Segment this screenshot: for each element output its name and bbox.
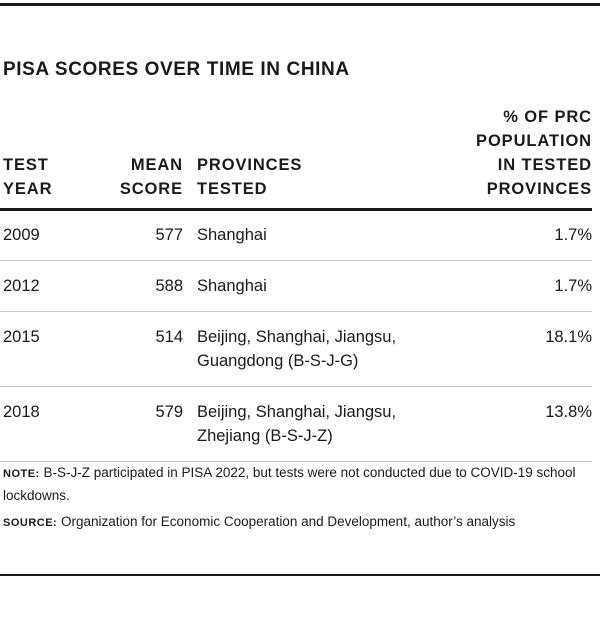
header-test-year: TEST YEAR bbox=[0, 105, 101, 210]
header-mean-score: MEAN SCORE bbox=[101, 105, 197, 210]
source-label: SOURCE: bbox=[3, 517, 58, 529]
cell-year: 2015 bbox=[0, 312, 101, 387]
table-row bbox=[0, 210, 592, 261]
table-header bbox=[0, 105, 592, 210]
cell-score: 577 bbox=[101, 210, 197, 261]
cell-provinces: Shanghai bbox=[197, 261, 472, 312]
note-text: B-S-J-Z participated in PISA 2022, but tests were not conducted due to COVID-19 school lockdowns. bbox=[3, 465, 576, 503]
cell-score: 588 bbox=[101, 261, 197, 312]
table-title: PISA SCORES OVER TIME IN CHINA bbox=[3, 59, 350, 80]
table-row bbox=[0, 261, 592, 312]
pisa-scores-table bbox=[0, 105, 592, 462]
cell-score: 579 bbox=[101, 387, 197, 462]
table-row bbox=[0, 387, 592, 462]
source-paragraph bbox=[3, 511, 588, 534]
header-row bbox=[0, 105, 592, 210]
note-label: NOTE: bbox=[3, 468, 40, 480]
cell-provinces: Shanghai bbox=[197, 210, 472, 261]
header-population-percent: % OF PRC POPULATION IN TESTED PROVINCES bbox=[472, 105, 592, 210]
cell-provinces: Beijing, Shanghai, Jiangsu, Guangdong (B-S-J-G) bbox=[197, 312, 472, 387]
cell-percent: 1.7% bbox=[472, 261, 592, 312]
bottom-rule bbox=[0, 574, 600, 576]
footnotes bbox=[3, 462, 588, 539]
header-provinces-tested: PROVINCES TESTED bbox=[197, 105, 472, 210]
cell-score: 514 bbox=[101, 312, 197, 387]
table-body bbox=[0, 210, 592, 462]
source-text: Organization for Economic Cooperation and Development, author’s analysis bbox=[61, 514, 516, 529]
note-paragraph bbox=[3, 462, 588, 506]
cell-year: 2018 bbox=[0, 387, 101, 462]
cell-percent: 1.7% bbox=[472, 210, 592, 261]
top-rule bbox=[0, 3, 600, 6]
table-row bbox=[0, 312, 592, 387]
cell-provinces: Beijing, Shanghai, Jiangsu, Zhejiang (B-S-J-Z) bbox=[197, 387, 472, 462]
cell-year: 2012 bbox=[0, 261, 101, 312]
cell-percent: 13.8% bbox=[472, 387, 592, 462]
cell-year: 2009 bbox=[0, 210, 101, 261]
cell-percent: 18.1% bbox=[472, 312, 592, 387]
